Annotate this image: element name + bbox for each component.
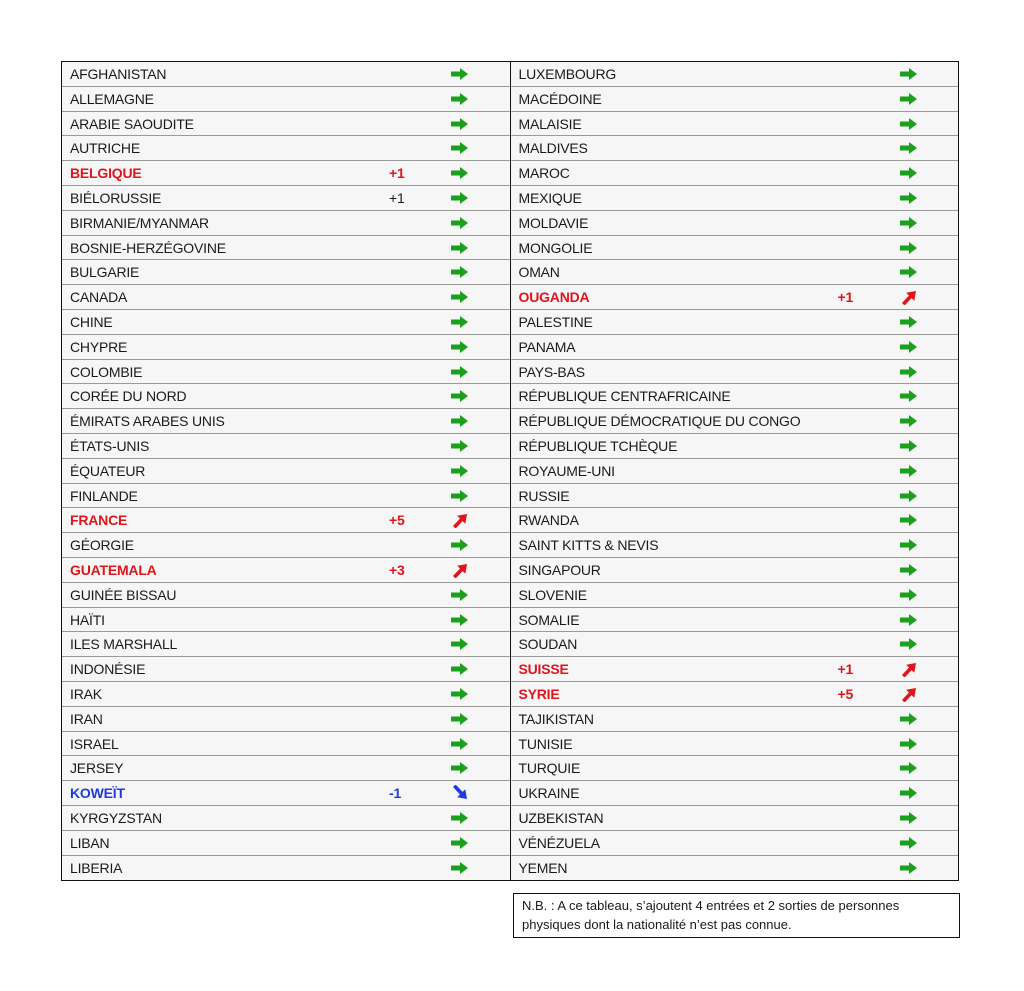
- country-name: ROYAUME-UNI: [518, 462, 615, 479]
- table-row: [62, 856, 510, 881]
- arrow-right-icon: [899, 190, 919, 206]
- arrow-right-icon: [450, 860, 470, 876]
- country-name: SOUDAN: [518, 636, 578, 653]
- arrow-right-icon: [899, 264, 919, 280]
- table-row: [62, 508, 510, 533]
- country-name: LIBERIA: [70, 859, 123, 876]
- country-name: RÉPUBLIQUE CENTRAFRICAINE: [518, 388, 731, 405]
- table-row: [62, 831, 510, 856]
- table-row: [511, 459, 959, 484]
- country-name: ÉQUATEUR: [70, 462, 146, 479]
- arrow-right-icon: [899, 562, 919, 578]
- country-name: MONGOLIE: [518, 239, 593, 256]
- table-row: [62, 707, 510, 732]
- country-name: INDONÉSIE: [70, 661, 146, 678]
- arrow-right-icon: [899, 488, 919, 504]
- arrow-right-icon: [450, 612, 470, 628]
- table-row: [511, 360, 959, 385]
- arrow-right-icon: [450, 388, 470, 404]
- arrow-right-icon: [450, 636, 470, 652]
- arrow-right-icon: [450, 364, 470, 380]
- table-row: [511, 335, 959, 360]
- arrow-right-icon: [450, 537, 470, 553]
- table-row: [511, 533, 959, 558]
- country-name: CHYPRE: [70, 338, 128, 355]
- arrow-right-icon: [450, 711, 470, 727]
- table-row: [511, 87, 959, 112]
- table-row: [511, 558, 959, 583]
- table-row: [511, 384, 959, 409]
- country-name: UZBEKISTAN: [518, 809, 604, 826]
- arrow-right-icon: [899, 438, 919, 454]
- table-row: [62, 409, 510, 434]
- arrow-right-icon: [899, 835, 919, 851]
- arrow-right-icon: [450, 810, 470, 826]
- country-name: GUINÉE BISSAU: [70, 586, 177, 603]
- arrow-right-icon: [899, 636, 919, 652]
- arrow-right-icon: [450, 140, 470, 156]
- country-name: TURQUIE: [518, 760, 581, 777]
- table-row: [62, 161, 510, 186]
- country-table: [61, 61, 959, 881]
- table-row: [511, 62, 959, 87]
- table-row: [511, 260, 959, 285]
- country-name: ÉMIRATS ARABES UNIS: [70, 413, 225, 430]
- country-name: SAINT KITTS & NEVIS: [518, 537, 659, 554]
- table-row: [511, 806, 959, 831]
- country-name: MACÉDOINE: [518, 90, 602, 107]
- table-row: [511, 583, 959, 608]
- arrow-right-icon: [899, 314, 919, 330]
- country-name: SLOVENIE: [518, 586, 587, 603]
- country-name: MALAISIE: [518, 115, 582, 132]
- arrow-right-icon: [899, 240, 919, 256]
- country-name: ÉTATS-UNIS: [70, 437, 150, 454]
- arrow-right-icon: [899, 537, 919, 553]
- country-name: UKRAINE: [518, 785, 580, 802]
- arrow-right-icon: [899, 711, 919, 727]
- arrow-right-icon: [450, 587, 470, 603]
- country-name: BOSNIE-HERZÉGOVINE: [70, 239, 226, 256]
- country-name: PALESTINE: [518, 313, 593, 330]
- country-name: RÉPUBLIQUE DÉMOCRATIQUE DU CONGO: [518, 413, 801, 430]
- arrow-right-icon: [899, 463, 919, 479]
- arrow-right-icon: [899, 339, 919, 355]
- arrow-right-icon: [450, 686, 470, 702]
- table-row: [511, 434, 959, 459]
- arrow-right-icon: [899, 413, 919, 429]
- country-name: MALDIVES: [518, 140, 588, 157]
- arrow-right-icon: [899, 165, 919, 181]
- table-row: [62, 732, 510, 757]
- country-name: IRAN: [70, 710, 103, 727]
- table-row: [62, 632, 510, 657]
- change-value: -1: [389, 785, 402, 802]
- table-row: [62, 360, 510, 385]
- arrow-right-icon: [450, 289, 470, 305]
- table-row: [62, 310, 510, 335]
- country-name: YEMEN: [518, 859, 568, 876]
- table-row: [62, 87, 510, 112]
- arrow-up-right-icon: [899, 661, 919, 677]
- table-row: [62, 236, 510, 261]
- arrow-right-icon: [450, 91, 470, 107]
- arrow-right-icon: [450, 190, 470, 206]
- arrow-right-icon: [450, 661, 470, 677]
- country-name: VÉNÉZUELA: [518, 834, 600, 851]
- table-row: [62, 136, 510, 161]
- country-name: ARABIE SAOUDITE: [70, 115, 194, 132]
- country-name: RUSSIE: [518, 487, 570, 504]
- change-value: +1: [389, 189, 405, 206]
- arrow-right-icon: [899, 612, 919, 628]
- arrow-right-icon: [450, 835, 470, 851]
- table-row: [62, 806, 510, 831]
- table-row: [62, 682, 510, 707]
- country-name: JERSEY: [70, 760, 124, 777]
- arrow-right-icon: [899, 860, 919, 876]
- arrow-right-icon: [899, 91, 919, 107]
- arrow-right-icon: [899, 388, 919, 404]
- country-name: GÉORGIE: [70, 537, 134, 554]
- country-name: BULGARIE: [70, 264, 140, 281]
- country-name: IRAK: [70, 685, 102, 702]
- table-row: [62, 260, 510, 285]
- country-name: KYRGYZSTAN: [70, 809, 162, 826]
- table-row: [62, 434, 510, 459]
- arrow-right-icon: [450, 339, 470, 355]
- country-name: TAJIKISTAN: [518, 710, 594, 727]
- arrow-up-right-icon: [899, 289, 919, 305]
- country-name: CANADA: [70, 289, 128, 306]
- arrow-right-icon: [899, 66, 919, 82]
- table-row: [62, 112, 510, 137]
- arrow-right-icon: [899, 215, 919, 231]
- country-name: BIÉLORUSSIE: [70, 189, 162, 206]
- arrow-right-icon: [899, 785, 919, 801]
- table-row: [511, 112, 959, 137]
- country-name: CHINE: [70, 313, 113, 330]
- arrow-right-icon: [899, 364, 919, 380]
- change-value: +1: [389, 165, 405, 182]
- table-row: [62, 285, 510, 310]
- table-row: [62, 384, 510, 409]
- table-row: [62, 781, 510, 806]
- country-name: SOMALIE: [518, 611, 580, 628]
- arrow-up-right-icon: [450, 562, 470, 578]
- country-name: GUATEMALA: [70, 561, 157, 578]
- country-name: BELGIQUE: [70, 165, 142, 182]
- arrow-right-icon: [899, 512, 919, 528]
- country-name: OMAN: [518, 264, 560, 281]
- arrow-right-icon: [450, 463, 470, 479]
- country-name: OUGANDA: [518, 289, 590, 306]
- country-name: COLOMBIE: [70, 363, 143, 380]
- arrow-right-icon: [450, 165, 470, 181]
- arrow-right-icon: [450, 264, 470, 280]
- arrow-right-icon: [450, 66, 470, 82]
- table-row: [62, 583, 510, 608]
- arrow-right-icon: [899, 810, 919, 826]
- country-name: SYRIE: [518, 685, 560, 702]
- arrow-right-icon: [450, 413, 470, 429]
- arrow-right-icon: [450, 760, 470, 776]
- country-name: KOWEÏT: [70, 785, 125, 802]
- country-name: PANAMA: [518, 338, 576, 355]
- table-row: [511, 608, 959, 633]
- country-name: SINGAPOUR: [518, 561, 601, 578]
- arrow-down-right-icon: [450, 785, 470, 801]
- table-row: [511, 856, 959, 881]
- table-row: [511, 682, 959, 707]
- table-row: [511, 136, 959, 161]
- arrow-right-icon: [899, 140, 919, 156]
- table-row: [511, 310, 959, 335]
- country-name: MAROC: [518, 165, 570, 182]
- table-row: [511, 781, 959, 806]
- country-name: HAÏTI: [70, 611, 105, 628]
- arrow-right-icon: [450, 438, 470, 454]
- country-name: BIRMANIE/MYANMAR: [70, 214, 209, 231]
- table-column-left: [62, 62, 511, 880]
- arrow-right-icon: [450, 240, 470, 256]
- table-row: [511, 632, 959, 657]
- table-row: [511, 211, 959, 236]
- table-row: [511, 657, 959, 682]
- arrow-right-icon: [899, 587, 919, 603]
- table-row: [62, 186, 510, 211]
- table-row: [511, 756, 959, 781]
- country-name: ISRAEL: [70, 735, 119, 752]
- country-name: RÉPUBLIQUE TCHÈQUE: [518, 437, 678, 454]
- arrow-right-icon: [899, 760, 919, 776]
- country-name: LUXEMBOURG: [518, 66, 617, 82]
- country-name: LIBAN: [70, 834, 110, 851]
- arrow-up-right-icon: [450, 512, 470, 528]
- table-row: [62, 756, 510, 781]
- table-row: [62, 211, 510, 236]
- arrow-right-icon: [899, 116, 919, 132]
- country-name: MEXIQUE: [518, 189, 582, 206]
- table-row: [62, 484, 510, 509]
- change-value: +5: [837, 685, 854, 702]
- country-name: PAYS-BAS: [518, 363, 585, 380]
- arrow-right-icon: [450, 116, 470, 132]
- country-name: MOLDAVIE: [518, 214, 589, 231]
- table-row: [62, 608, 510, 633]
- footnote-box: [513, 893, 960, 938]
- arrow-up-right-icon: [899, 686, 919, 702]
- table-row: [511, 161, 959, 186]
- country-name: AUTRICHE: [70, 140, 140, 157]
- table-row: [62, 335, 510, 360]
- table-row: [511, 409, 959, 434]
- footnote-line-1: N.B. : A ce tableau, s’ajoutent 4 entrées et 2 sorties de personnes: [522, 898, 900, 913]
- table-column-right: [511, 62, 959, 880]
- arrow-right-icon: [899, 736, 919, 752]
- country-name: FINLANDE: [70, 487, 138, 504]
- country-name: TUNISIE: [518, 735, 573, 752]
- country-name: CORÉE DU NORD: [70, 388, 187, 405]
- country-name: ALLEMAGNE: [70, 90, 154, 107]
- table-row: [511, 285, 959, 310]
- table-row: [62, 657, 510, 682]
- table-row: [511, 484, 959, 509]
- arrow-right-icon: [450, 488, 470, 504]
- footnote-line-2: physiques dont la nationalité n’est pas connue.: [522, 917, 792, 932]
- arrow-right-icon: [450, 314, 470, 330]
- table-row: [62, 558, 510, 583]
- country-name: RWANDA: [518, 512, 579, 529]
- change-value: +1: [837, 661, 854, 678]
- table-row: [62, 533, 510, 558]
- change-value: +3: [389, 561, 405, 578]
- arrow-right-icon: [450, 736, 470, 752]
- table-row: [511, 186, 959, 211]
- table-row: [511, 831, 959, 856]
- country-name: ILES MARSHALL: [70, 636, 178, 653]
- country-name: FRANCE: [70, 512, 128, 529]
- table-row: [511, 508, 959, 533]
- table-row: [62, 62, 510, 87]
- country-name: AFGHANISTAN: [70, 66, 167, 82]
- change-value: +1: [837, 289, 854, 306]
- change-value: +5: [389, 512, 405, 529]
- table-row: [62, 459, 510, 484]
- country-name: SUISSE: [518, 661, 569, 678]
- table-row: [511, 236, 959, 261]
- arrow-right-icon: [450, 215, 470, 231]
- table-row: [511, 732, 959, 757]
- table-row: [511, 707, 959, 732]
